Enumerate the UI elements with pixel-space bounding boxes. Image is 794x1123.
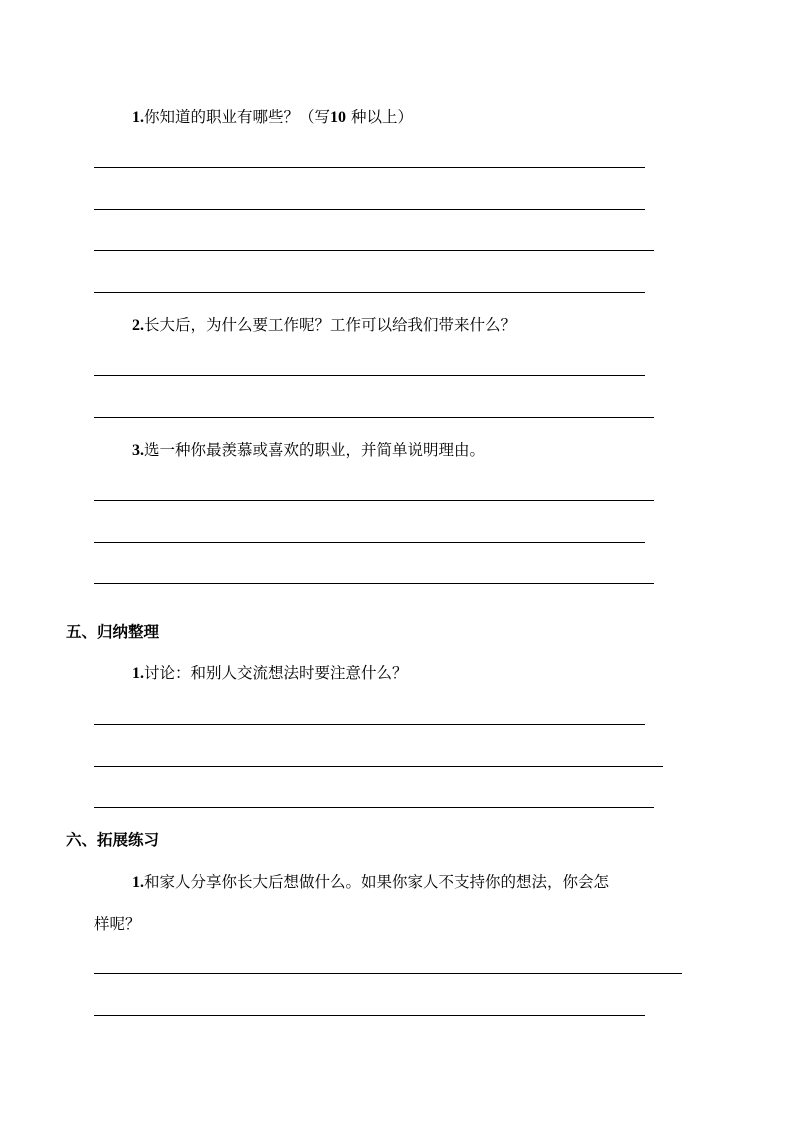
question-number: 2. [132,317,144,334]
question-share-with-family [132,871,609,894]
question-number: 1. [132,109,144,126]
question-discussion [132,662,408,685]
answer-line[interactable] [94,292,645,293]
question-text: 你知道的职业有哪些？（写 [144,108,331,126]
question-number: 1. [132,665,144,682]
question-text: 讨论：和别人交流想法时要注意什么？ [144,664,408,682]
answer-line[interactable] [94,250,654,251]
question-text: 选一种你最羡慕或喜欢的职业，并简单说明理由。 [144,441,486,459]
answer-line[interactable] [94,167,645,168]
question-count: 10 [330,109,347,126]
answer-line[interactable] [94,542,645,543]
question-1-occupations [132,106,413,129]
answer-line[interactable] [94,973,682,974]
section-heading-summary: 五、归纳整理 [66,622,160,641]
question-number: 1. [132,874,144,891]
answer-line[interactable] [94,766,663,767]
answer-line[interactable] [94,417,654,418]
question-text-end: 种以上） [346,108,413,126]
question-2-why-work [132,314,516,337]
answer-line[interactable] [94,375,645,376]
question-text: 长大后，为什么要工作呢？工作可以给我们带来什么？ [144,316,517,334]
answer-line[interactable] [94,583,654,584]
answer-line[interactable] [94,807,654,808]
question-3-favorite-job [132,439,485,462]
question-continuation: 样呢？ [94,915,141,933]
question-text: 和家人分享你长大后想做什么。如果你家人不支持你的想法，你会怎 [144,873,610,891]
answer-line[interactable] [94,724,645,725]
answer-line[interactable] [94,1015,645,1016]
question-number: 3. [132,442,144,459]
answer-line[interactable] [94,209,645,210]
section-heading-extension: 六、拓展练习 [66,830,160,849]
answer-line[interactable] [94,500,654,501]
